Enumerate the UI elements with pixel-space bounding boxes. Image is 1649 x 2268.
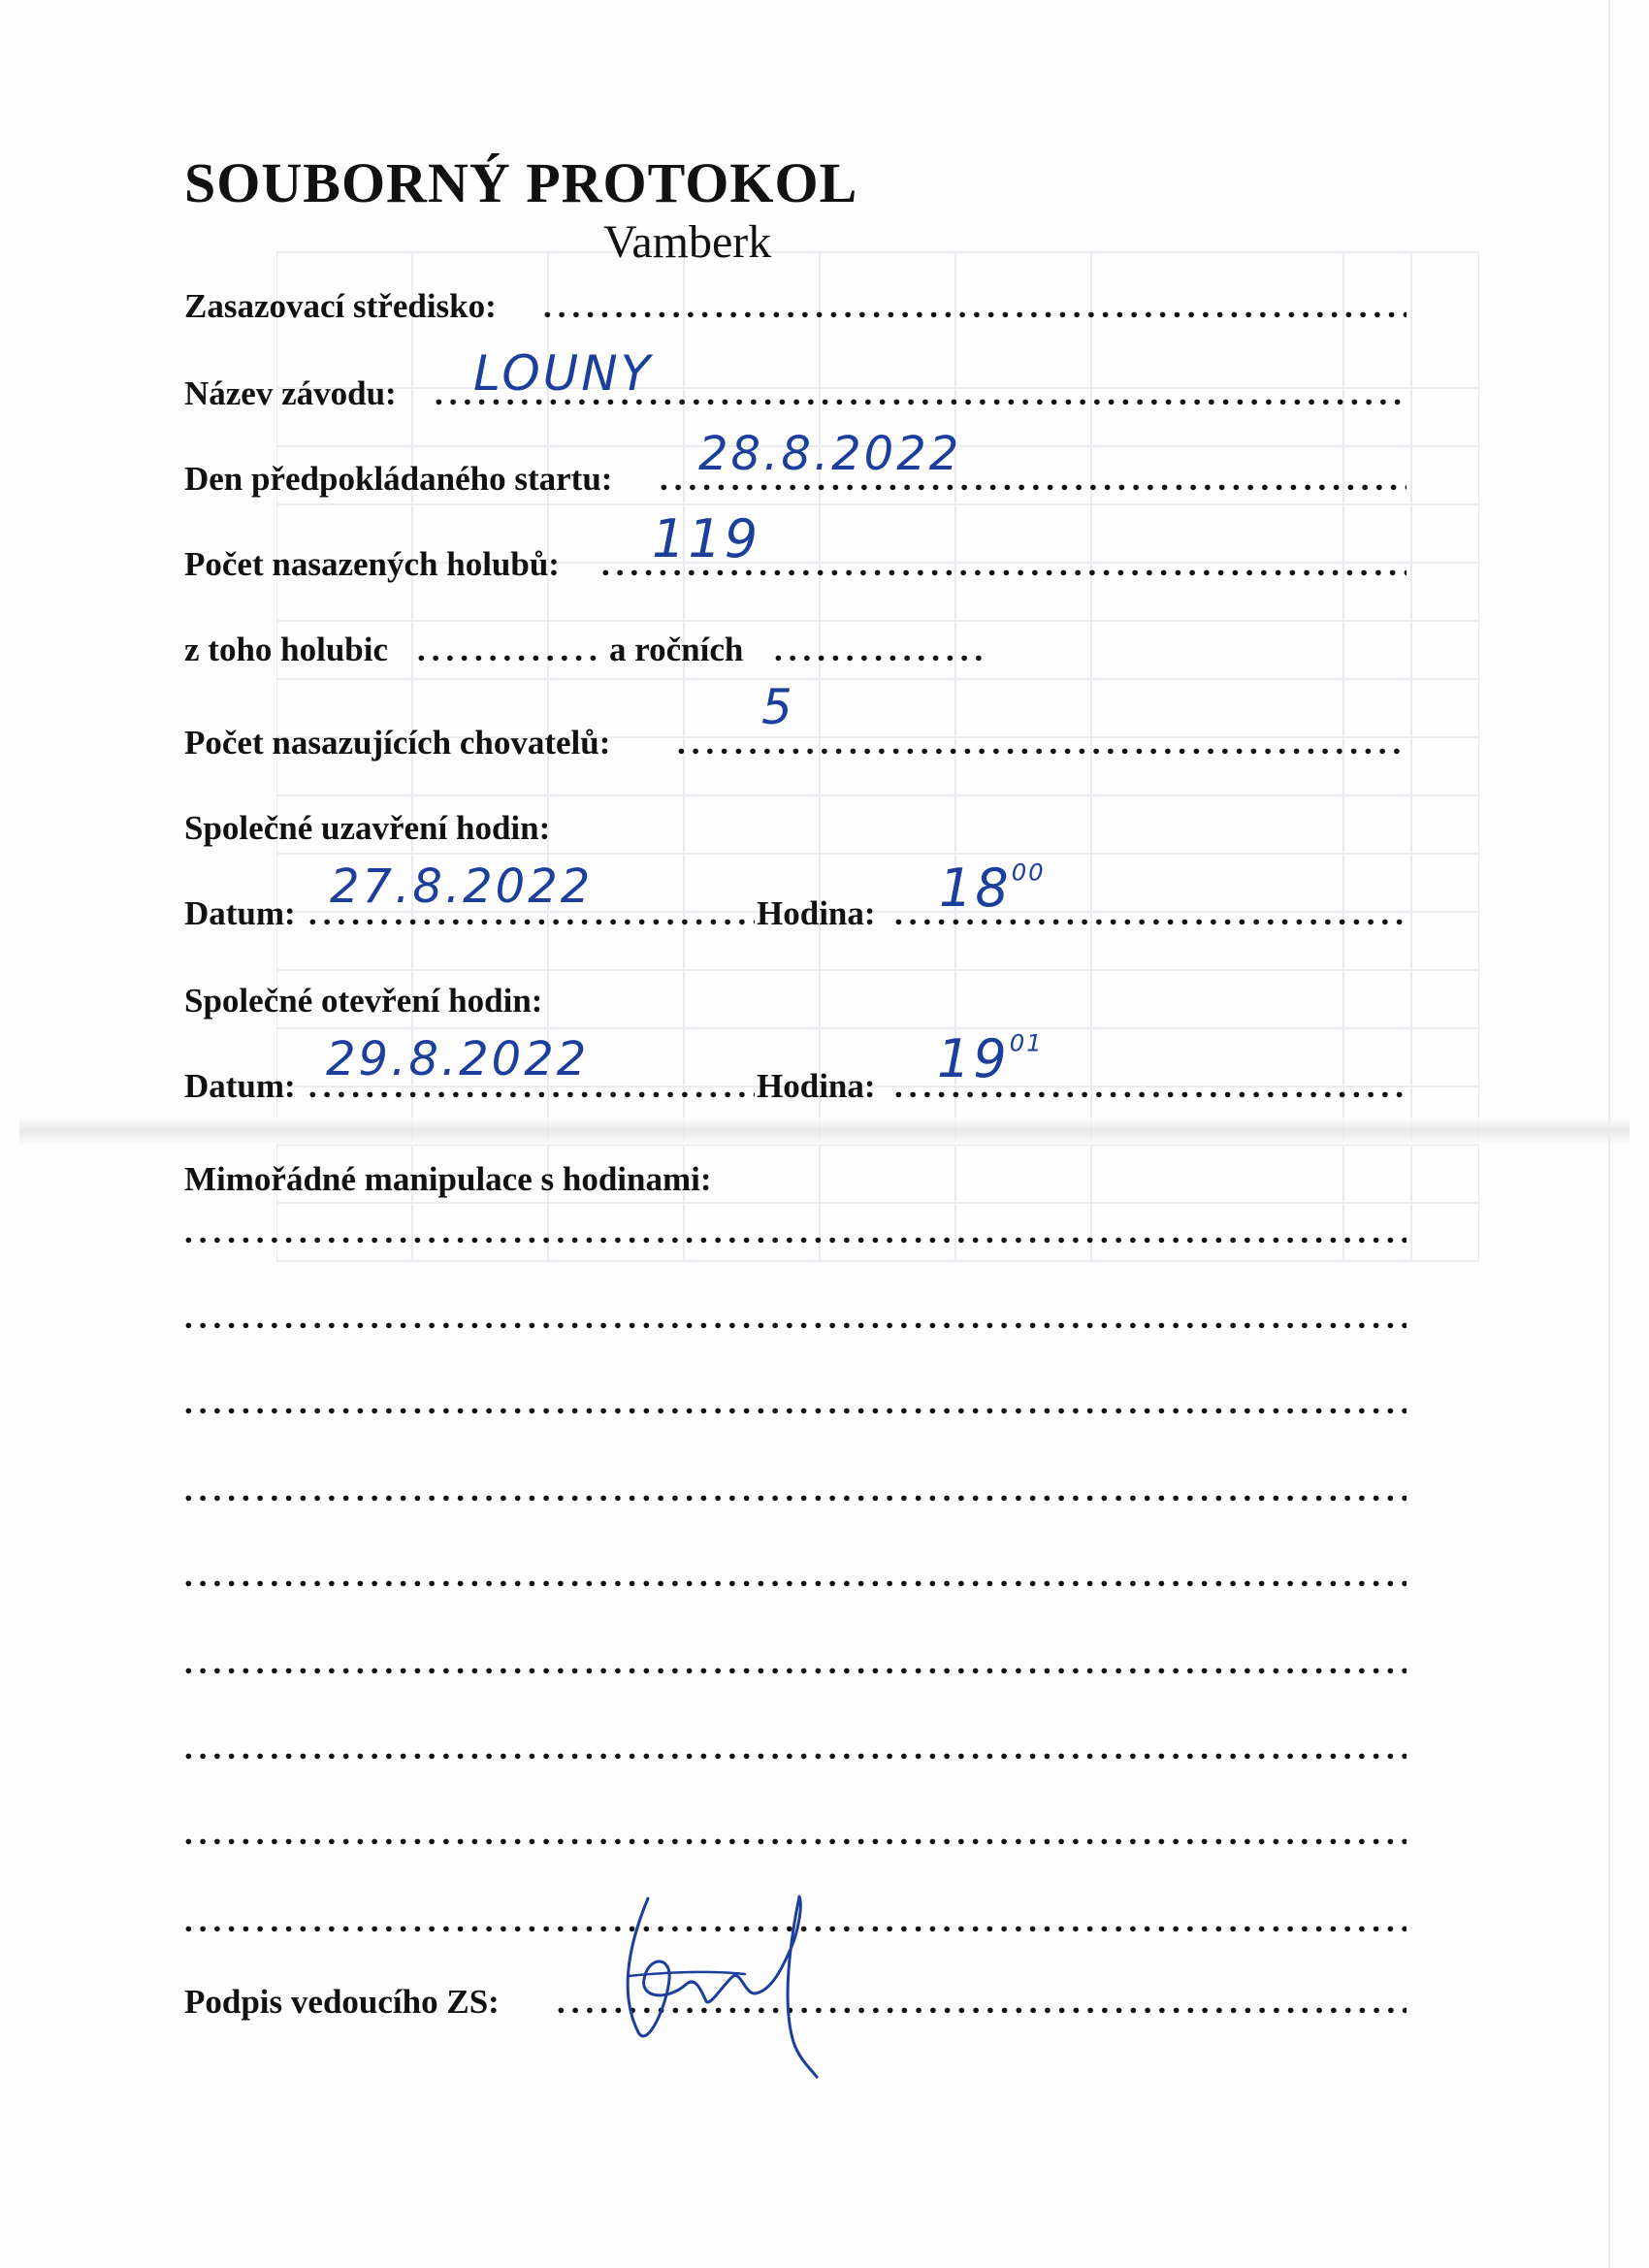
- uzavreni-hodina-minutes: 00: [1011, 858, 1046, 887]
- dotted-line: [417, 627, 601, 673]
- z-toho-row: [184, 627, 989, 673]
- otevreni-hodina-label: Hodina:: [757, 1067, 876, 1105]
- uzavreni-heading: Společné uzavření hodin:: [184, 809, 551, 847]
- pocet-chovatelu-row: [184, 720, 1406, 766]
- nazev-zavodu-value: LOUNY: [473, 345, 654, 402]
- document-subtitle: Vamberk: [603, 216, 772, 268]
- den-startu-value: 28.8.2022: [698, 427, 962, 481]
- nazev-zavodu-label: Název závodu:: [184, 374, 397, 412]
- paper-edge: [1608, 0, 1610, 2268]
- pocet-holubu-value: 119: [652, 508, 761, 569]
- z-toho-holubic-label: z toho holubic: [184, 631, 389, 668]
- pocet-holubu-label: Počet nasazených holubů:: [184, 545, 560, 583]
- zasazovaci-stredisko-label: Zasazovací středisko:: [184, 287, 497, 325]
- paper-fold: [19, 1118, 1630, 1145]
- otevreni-hodina-value: [937, 1028, 1044, 1089]
- dotted-line: [184, 1639, 1406, 1686]
- signature-image: [609, 1887, 900, 2081]
- dotted-line: [184, 1209, 1406, 1255]
- otevreni-datum-value: 29.8.2022: [326, 1032, 590, 1086]
- dotted-line: [774, 627, 989, 673]
- dotted-line: [184, 1552, 1406, 1599]
- uzavreni-hodina-label: Hodina:: [757, 894, 876, 932]
- a-rocnich-label: a ročních: [609, 631, 744, 668]
- dotted-line: [184, 1294, 1406, 1341]
- uzavreni-hodina-value: [939, 858, 1046, 919]
- dotted-line: [184, 1379, 1406, 1426]
- document-title: SOUBORNÝ PROTOKOL: [184, 151, 858, 214]
- podpis-label: Podpis vedoucího ZS:: [184, 1983, 500, 2021]
- dotted-line: [543, 283, 1406, 330]
- zasazovaci-stredisko-row: [184, 283, 1406, 330]
- pocet-chovatelu-label: Počet nasazujících chovatelů:: [184, 724, 611, 761]
- uzavreni-hodina-hours: 18: [939, 858, 1012, 919]
- den-startu-label: Den předpokládaného startu:: [184, 460, 613, 498]
- mimoradne-label: Mimořádné manipulace s hodinami:: [184, 1160, 712, 1198]
- otevreni-hodina-hours: 19: [937, 1028, 1010, 1089]
- uzavreni-datum-value: 27.8.2022: [330, 859, 594, 914]
- otevreni-datum-label: Datum:: [184, 1067, 296, 1105]
- otevreni-heading: Společné otevření hodin:: [184, 982, 543, 1020]
- otevreni-hodina-minutes: 01: [1009, 1028, 1044, 1057]
- dotted-line: [184, 1725, 1406, 1771]
- uzavreni-datum-label: Datum:: [184, 894, 296, 932]
- pocet-holubu-row: [184, 541, 1406, 588]
- dotted-line: [184, 1467, 1406, 1513]
- pocet-chovatelu-value: 5: [761, 679, 795, 735]
- nazev-zavodu-row: [184, 371, 1406, 417]
- dotted-line: [184, 1810, 1406, 1857]
